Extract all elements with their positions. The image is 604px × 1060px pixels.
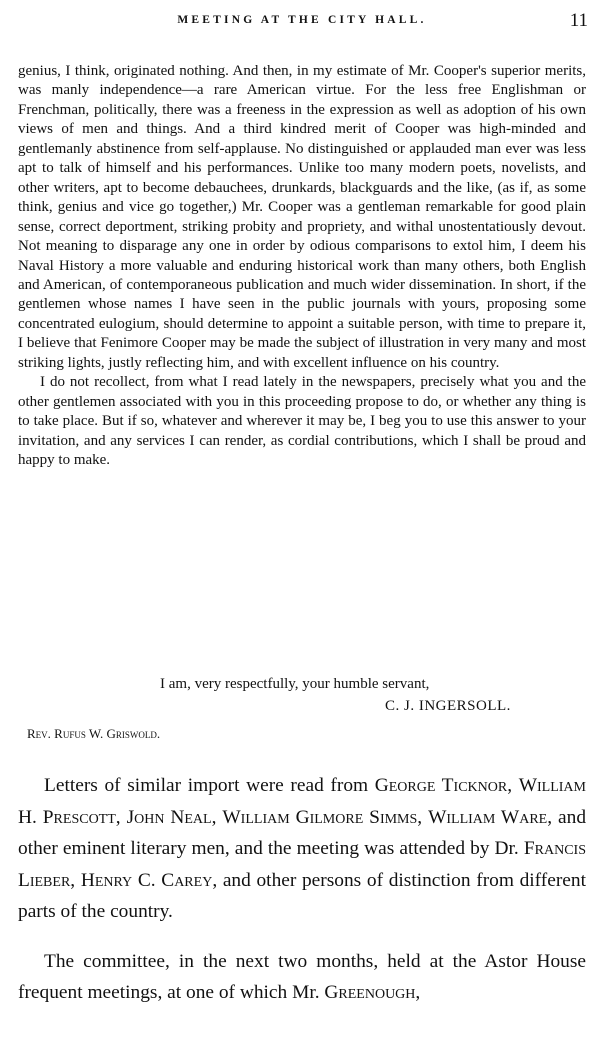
person-name: John Neal [126, 806, 212, 828]
text-run: , [507, 775, 519, 796]
text-run: , [211, 806, 223, 828]
letter-paragraph: genius, I think, originated nothing. And then, in my estimate of Mr. Cooper's superior merits, was manly independence—a rare American virtue. For the less free Englishman or Frenchman, politically, there was a freeness in the expression as well as adoption of his own views of men and things. And a third kindred merit of Cooper was high-minded and gentlemanly abstinence from self-applause. No distinguished or applauded man ever was less apt to talk of himself and his performances. Unlike too many modern poets, novelists, and other writers, apt to become debauchees, drunkards, blackguards and the like, (as if, as some think, genius and vice go together,) Mr. Cooper was a gentleman remarkable for good plain sense, correct deportment, striking probity and propriety, and withal unostentatiously devout. Not meaning to disparage any one in order by odious comparisons to extol him, I deem his Naval History a more valuable and enduring historical work than many others, both English and American, of contemporaneous publication and much wider dissemination. In short, if the gentlemen whose names I have seen in the public journals with yours, proposing some concentrated eulogium, should determine to appoint a suitable person, with time to prepare it, I believe that Fenimore Cooper may be made the subject of illustration in very many and most striking lights, justly reflecting him, and with excellent influence on his country. [18, 63, 586, 371]
person-name: Henry C. Carey [80, 869, 213, 891]
text-run: , and other eminent literary men, and the meeting was attended by Dr. [18, 806, 587, 859]
narrative-paragraph [18, 946, 586, 1009]
page-header [0, 10, 604, 38]
text-run: , [415, 982, 421, 1003]
text-run: , and other persons of distinction from different parts of the country. [18, 869, 586, 922]
letter-closing: I am, very respectfully, your humble servant, [160, 676, 430, 692]
text-run: The committee, in the next two months, held at the Astor House frequent meetings, at one of which Mr. [18, 950, 586, 1003]
letter-body [18, 62, 586, 471]
letter-addressee: Rev. Rufus W. Griswold. [27, 726, 161, 741]
text-run: , [417, 806, 429, 828]
narrative-body [18, 770, 586, 1009]
person-name: William Gilmore Simms [222, 806, 418, 828]
person-name: William Ware [428, 806, 548, 828]
text-run: Letters of similar import were read from [44, 775, 375, 796]
person-name: George Ticknor [374, 775, 508, 796]
running-head: MEETING AT THE CITY HALL. [177, 14, 427, 26]
text-run: , [70, 869, 81, 891]
page-number: 11 [569, 10, 588, 31]
letter-paragraph: I do not recollect, from what I read lately in the newspapers, precisely what you and the other gentlemen associated with you in this proceeding propose to do, or whether any thing is to take place. But if so, whatever and wherever it may be, I beg you to use this answer to your invitation, and any services I can render, as cordial contributions, which I shall be proud and happy to make. [18, 374, 586, 469]
person-name: Greenough [324, 982, 416, 1003]
narrative-paragraph [18, 770, 586, 928]
letter-signature: C. J. INGERSOLL. [385, 698, 511, 714]
person-name: William H. Prescott [18, 775, 586, 828]
person-name: Francis Lieber [18, 838, 586, 891]
text-run: , [115, 806, 127, 828]
